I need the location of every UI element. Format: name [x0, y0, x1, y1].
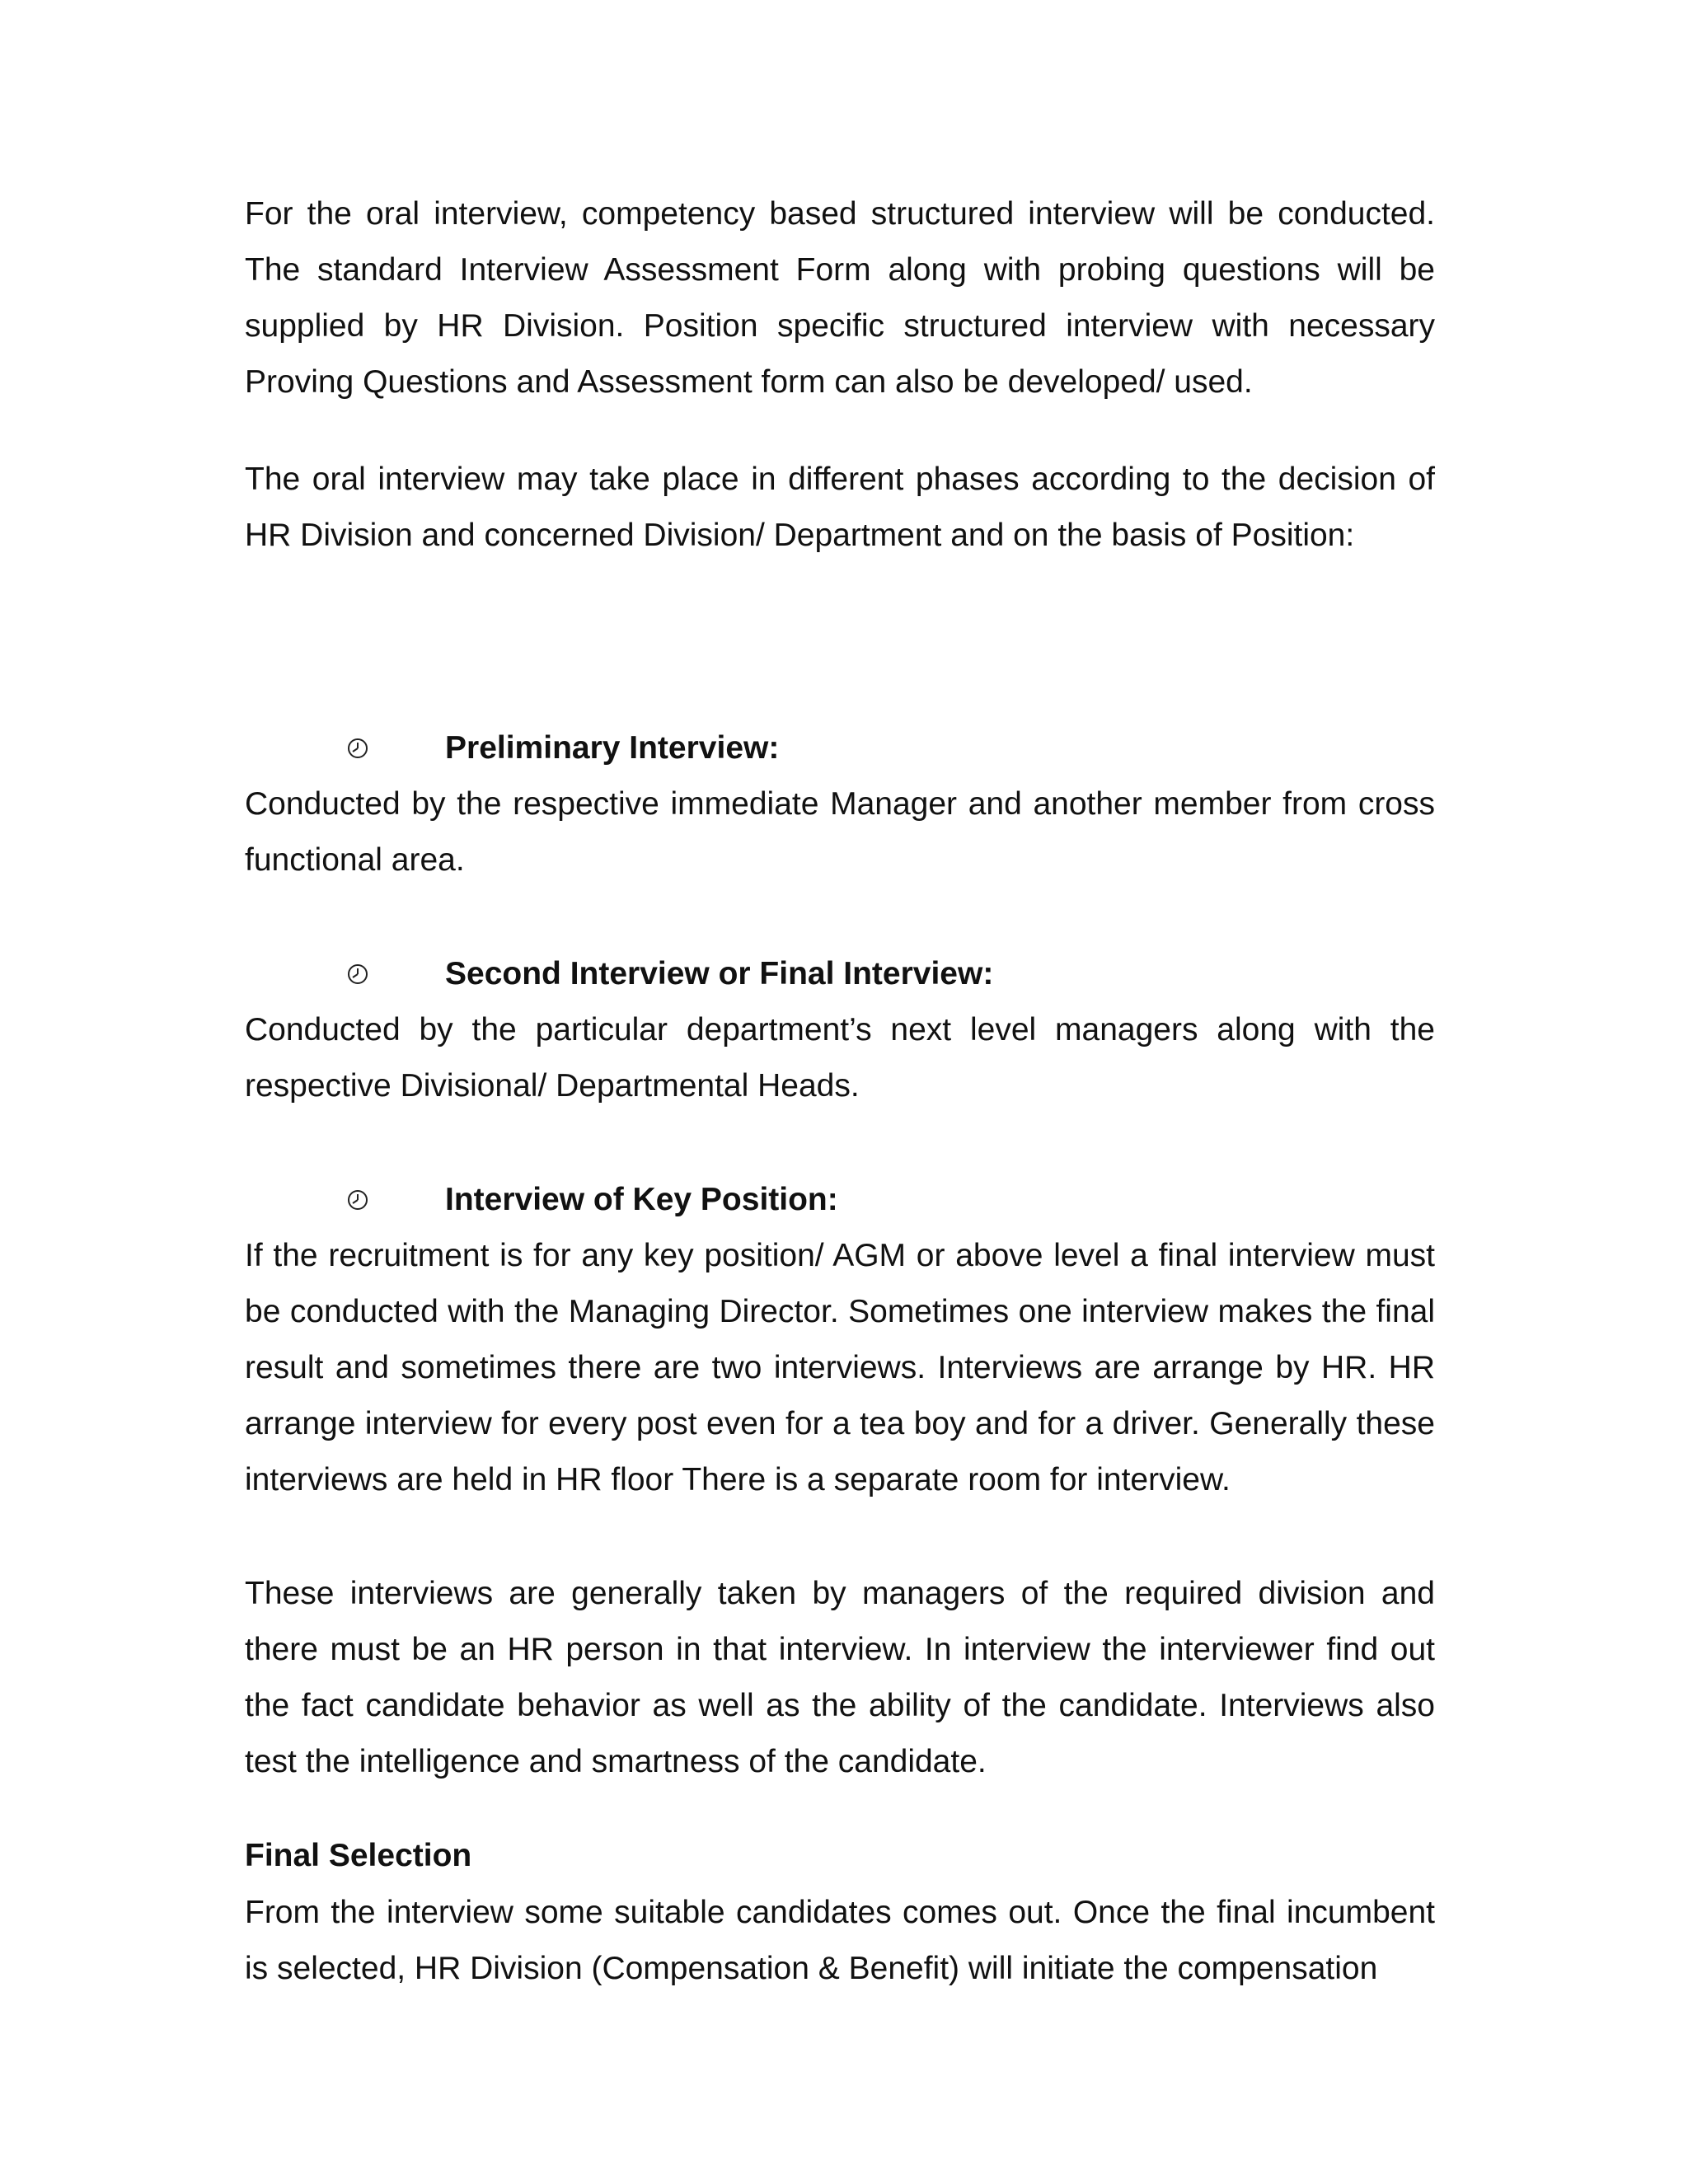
clock-icon — [347, 738, 368, 759]
bullet-key-position-interview — [0, 1172, 1688, 1228]
clock-icon — [347, 963, 368, 985]
preliminary-interview-text: Conducted by the respective immediate Manager and another member from cross functional area. — [245, 786, 1435, 878]
paragraph-final-selection: From the interview some suitable candidates comes out. Once the final incumbent is selected, HR Division (Compensation & Benefit) will initiate the compensation — [245, 1895, 1435, 1986]
bullet-preliminary-interview — [0, 720, 1688, 776]
key-position-interview-title: Interview of Key Position: — [445, 1182, 838, 1217]
clock-icon — [347, 1189, 368, 1211]
key-position-interview-text: If the recruitment is for any key position/ AGM or above level a final interview must be conducted with the Managing Director. Sometimes one interview makes the final result and sometimes there are two interviews. Interviews are arrange by HR. HR arrange interview for every post even for a tea boy and for a driver. Generally these interviews are held in HR floor There is a separate room for interview. — [245, 1238, 1435, 1497]
paragraph-interview-phases: The oral interview may take place in different phases according to the decision of HR Division and concerned Division/ Department and on the basis of Position: — [245, 462, 1435, 553]
bullet-second-interview — [0, 946, 1688, 1002]
final-selection-heading: Final Selection — [245, 1838, 472, 1873]
paragraph-oral-interview: For the oral interview, competency based structured interview will be conducted. The standard Interview Assessment Form along with probing questions will be supplied by HR Division. Position specific structured interview with necessary Proving Questions and Assessment form can also be developed/ used. — [245, 196, 1435, 400]
paragraph-interview-takers: These interviews are generally taken by managers of the required division and there must be an HR person in that interview. In interview the interviewer find out the fact candidate behavior as well as the ability of the candidate. Interviews also test the intelligence and smartness of the candidate. — [245, 1576, 1435, 1779]
second-interview-text: Conducted by the particular department’s next level managers along with the respective Divisional/ Departmental Heads. — [245, 1012, 1435, 1104]
second-interview-title: Second Interview or Final Interview: — [445, 956, 994, 991]
preliminary-interview-title: Preliminary Interview: — [445, 730, 780, 766]
